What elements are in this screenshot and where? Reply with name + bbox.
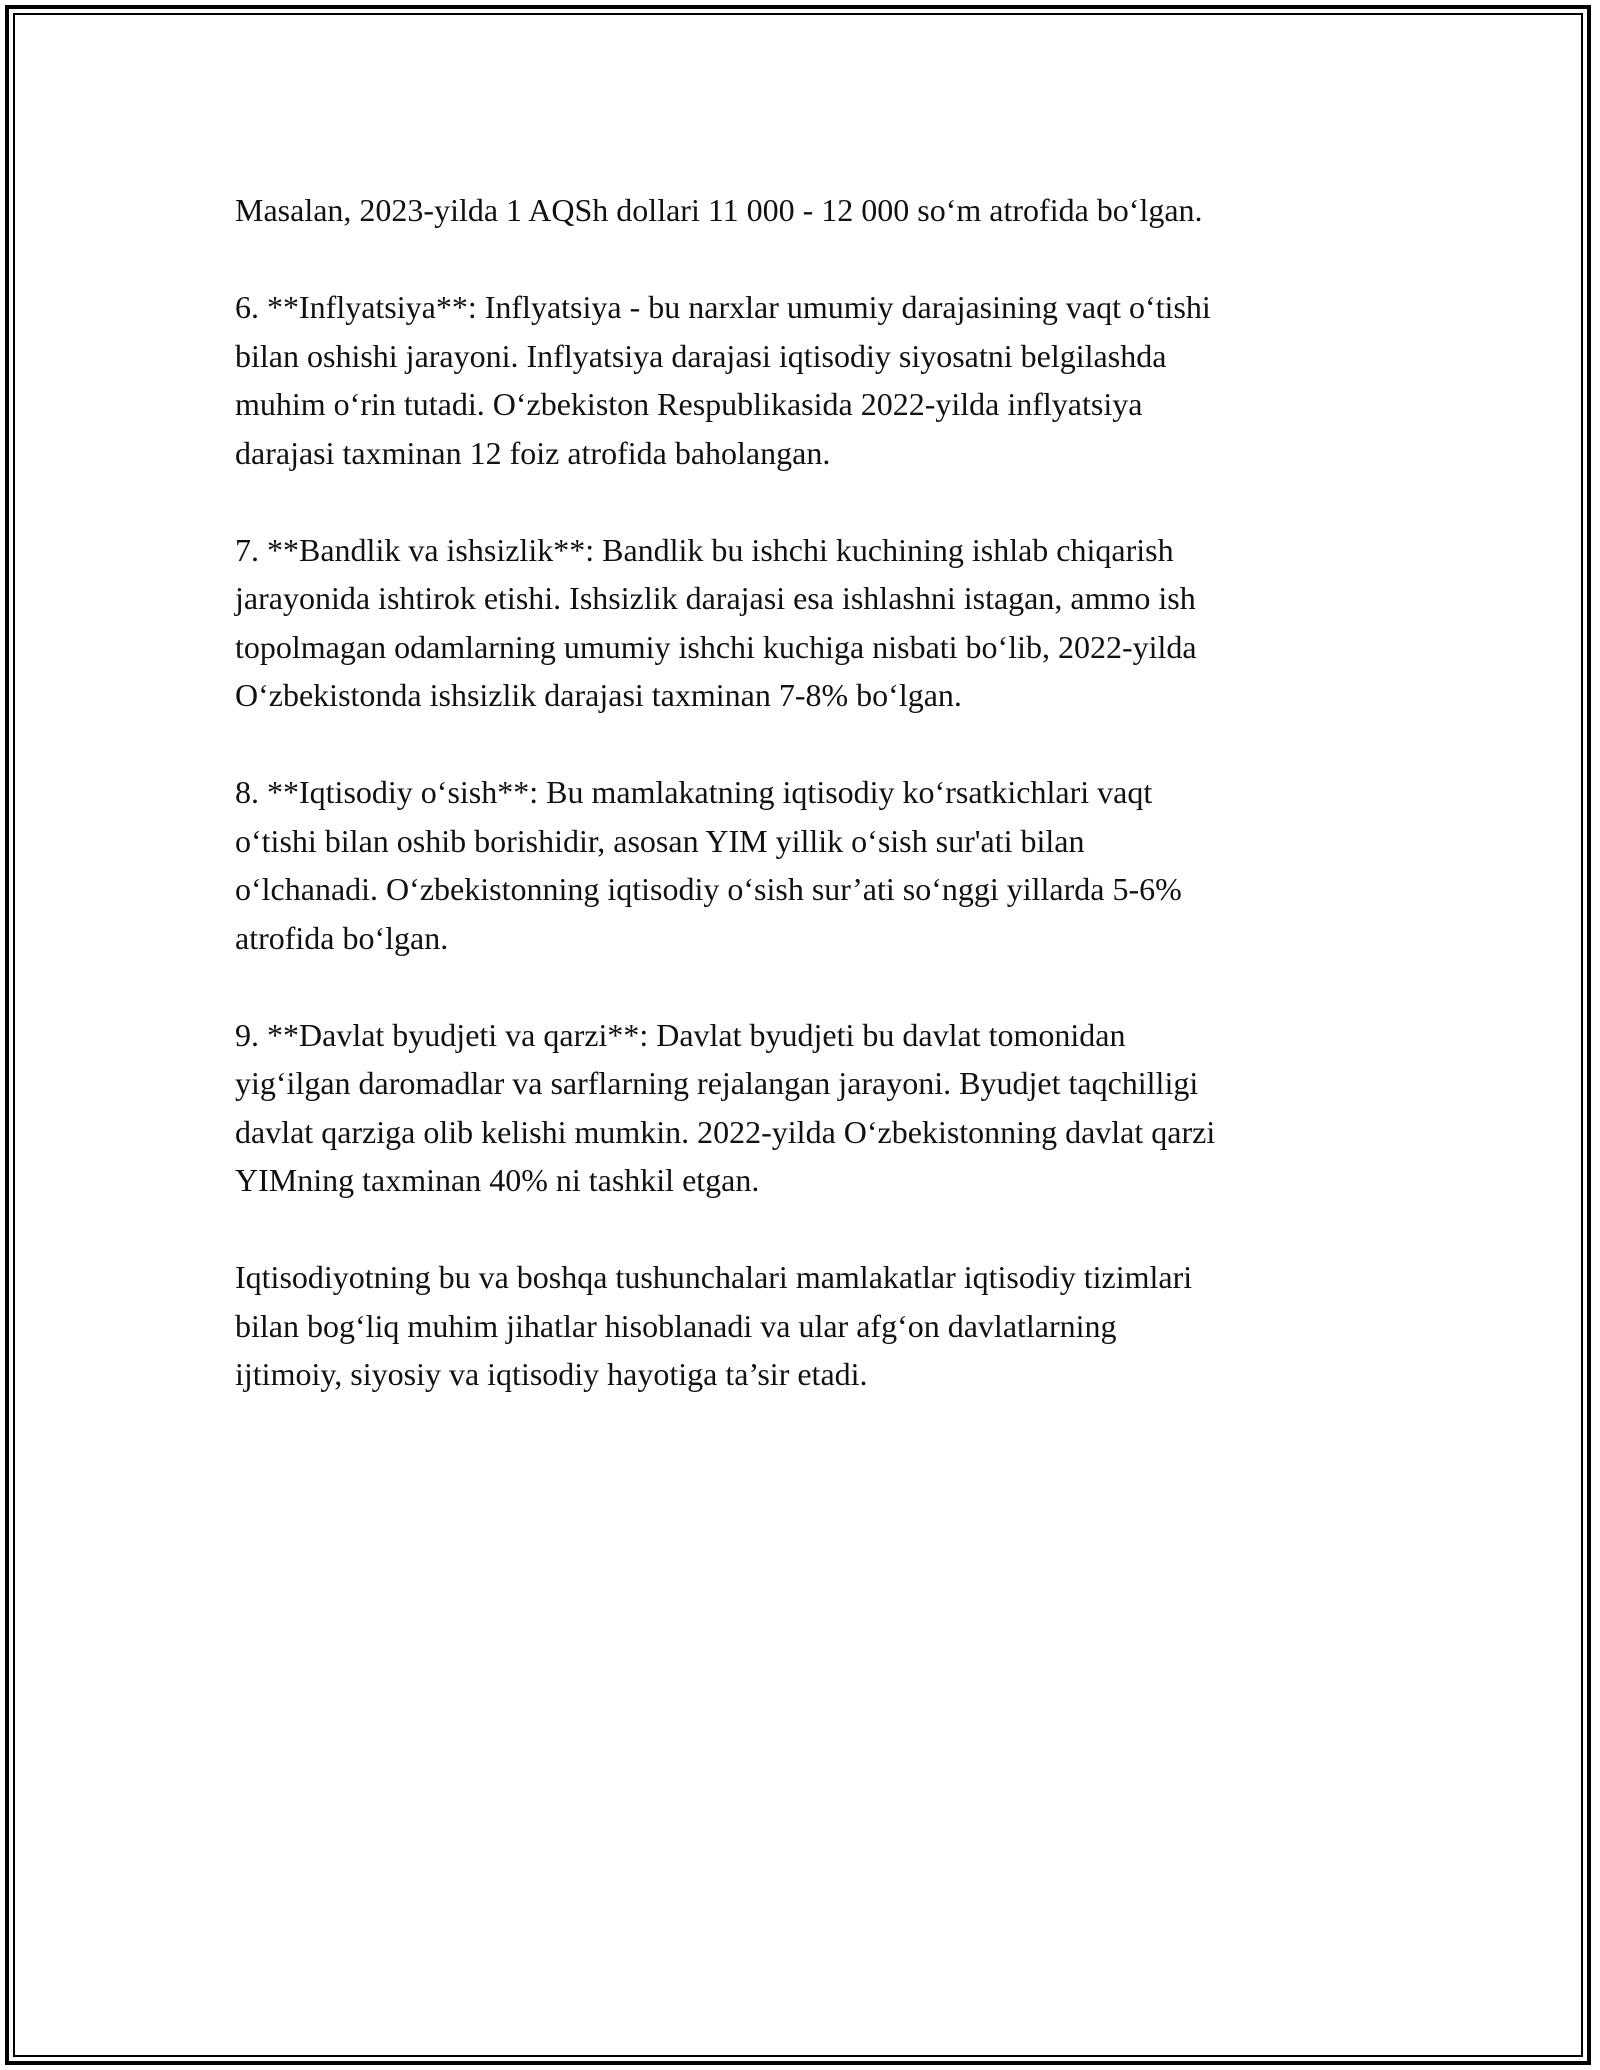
paragraph-employment-unemployment: 7. **Bandlik va ishsizlik**: Bandlik bu ishchi kuchining ishlab chiqarish jarayonida ishtirok etishi. Ishsizlik darajasi esa ishlashni istagan, ammo ish topolmagan odamlarning umumiy ishchi kuchiga nisbati bo‘lib, 2022-yilda O‘zbekistonda ishsizlik darajasi taxminan 7-8% bo‘lgan. (235, 531, 1197, 713)
document-body (235, 186, 1385, 1447)
paragraph-exchange-rate-example: Masalan, 2023-yilda 1 AQSh dollari 11 000 - 12 000 so‘m atrofida bo‘lgan. (235, 192, 1203, 228)
paragraph-conclusion: Iqtisodiyotning bu va boshqa tushunchalari mamlakatlar iqtisodiy tizimlari bilan bog‘liq muhim jihatlar hisoblanadi va ular afg‘on davlatlarning ijtimoiy, siyosiy va iqtisodiy hayotiga ta’sir etadi. (235, 1259, 1193, 1392)
paragraph-inflation: 6. **Inflyatsiya**: Inflyatsiya - bu narxlar umumiy darajasining vaqt o‘tishi bilan oshishi jarayoni. Inflyatsiya darajasi iqtisodiy siyosatni belgilashda muhim o‘rin tutadi. O‘zbekiston Respublikasida 2022-yilda inflyatsiya darajasi taxminan 12 foiz atrofida baholangan. (235, 289, 1211, 471)
paragraph-state-budget-debt: 9. **Davlat byudjeti va qarzi**: Davlat byudjeti bu davlat tomonidan yig‘ilgan daromadlar va sarflarning rejalangan jarayoni. Byudjet taqchilligi davlat qarziga olib kelishi mumkin. 2022-yilda O‘zbekistonning davlat qarzi YIMning taxminan 40% ni tashkil etgan. (235, 1016, 1216, 1198)
paragraph-economic-growth: 8. **Iqtisodiy o‘sish**: Bu mamlakatning iqtisodiy ko‘rsatkichlari vaqt o‘tishi bilan oshib borishidir, asosan YIM yillik o‘sish sur'ati bilan o‘lchanadi. O‘zbekistonning iqtisodiy o‘sish sur’ati so‘nggi yillarda 5-6% atrofida bo‘lgan. (235, 774, 1182, 956)
